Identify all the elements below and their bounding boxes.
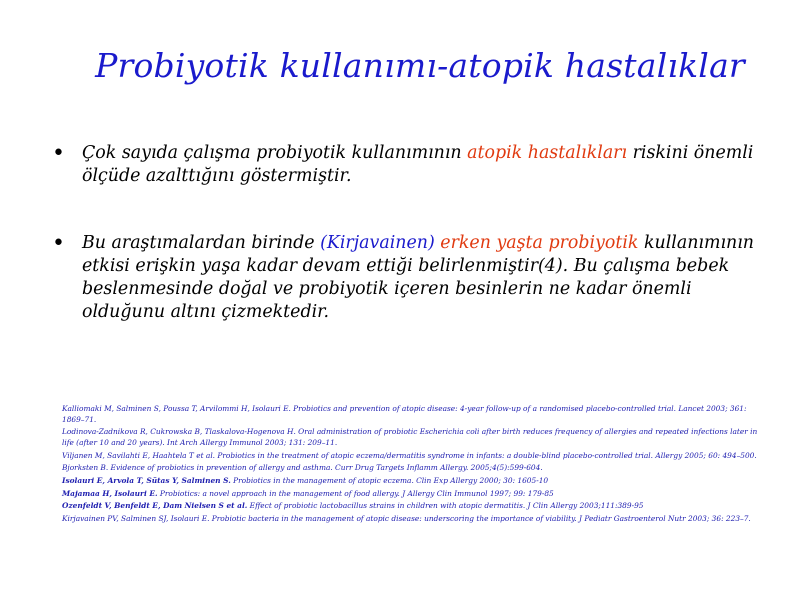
bullet-item (50, 142, 770, 188)
reference-item (62, 427, 762, 448)
bullet-dot-icon: • (52, 141, 65, 166)
bullet-text-part: Bu araştımalardan birinde (82, 233, 321, 253)
bullet-text-part: kullanımının etkisi erişkin yaşa kadar devam ettiği belirlenmiştir(4). Bu çalışma bebek beslenmesinde doğal ve probiyotik içeren besinlerin ne kadar önemli olduğunu altını çizmektedir. (82, 233, 754, 322)
reference-text: Kalliomaki M, Salminen S, Poussa T, Arvilommi H, Isolauri E. Probiotics and prevention of atopic disease: 4-year follow-up of a randomised placebo-controlled trial. Lancet 2003; 361: 1869–71. (62, 404, 747, 424)
reference-item (62, 404, 762, 425)
bullet-text-part: riskini önemli ölçüde azalttığını göstermiştir. (82, 143, 754, 186)
bullet-dot-icon: • (52, 231, 65, 256)
highlight-text: erken yaşta probiyotik (440, 233, 639, 253)
reference-text: Probiotics in the management of atopic eczema. Clin Exp Allergy 2000; 30: 1605-10 (230, 475, 549, 485)
reference-authors: Ozenfeldt V, Benfeldt E, Dam Nielsen S et al. (62, 501, 248, 511)
reference-text: Kirjavainen PV, Salminen SJ, Isolauri E. Probiotic bacteria in the management of atopic disease: underscoring the importance of viability. J Pediatr Gastroenterol Nutr 2003; 36: 223–7. (62, 514, 751, 523)
reference-item (62, 451, 762, 462)
bullet-list (50, 142, 770, 324)
reference-item (62, 476, 762, 487)
reference-text: Bjorksten B. Evidence of probiotics in prevention of allergy and asthma. Curr Drug Targets Inflamm Allergy. 2005;4(5):599-604. (62, 463, 543, 473)
bullet-text (82, 233, 754, 322)
reference-item (62, 501, 762, 512)
bullet-item (50, 232, 770, 324)
reference-item (62, 514, 762, 525)
highlight-text: atopik hastalıkları (467, 143, 628, 163)
references-list (62, 404, 762, 527)
bullet-text-part: Çok sayıda çalışma probiyotik kullanımının (82, 143, 468, 163)
reference-item (62, 463, 762, 474)
reference-authors: Majamaa H, Isolauri E. (62, 488, 158, 498)
bullet-text (82, 143, 753, 186)
citation-name: (Kirjavainen) (320, 233, 435, 253)
slide-title: Probiyotik kullanımı-atopik hastalıklar (95, 46, 745, 85)
reference-text: Viljanen M, Savilahti E, Haahtela T et al. Probiotics in the treatment of atopic eczema/dermatitis syndrome in infants: a double-blind placebo-controlled trial. Allergy 2005; 60: 494–500. (62, 450, 757, 460)
reference-text: Lodinova-Zadnikova R, Cukrowska B, Tlaskalova-Hogenova H. Oral administration of probiotic Escherichia coli after birth reduces frequency of allergies and repeated infections later in life (after 10 and 20 years). Int Arch Allergy Immunol 2003; 131: 209–11. (62, 427, 758, 447)
reference-text: Effect of probiotic lactobacillus strains in children with atopic dermatitis. J Clin Allergy 2003;111:389-95 (247, 501, 644, 511)
reference-item (62, 489, 762, 500)
reference-authors: Isolauri E, Arvola T, Sütas Y, Salminen S. (62, 475, 231, 485)
reference-text: Probiotics: a novel approach in the management of food allergy. J Allergy Clin Immunol 1997; 99: 179-85 (157, 488, 554, 498)
